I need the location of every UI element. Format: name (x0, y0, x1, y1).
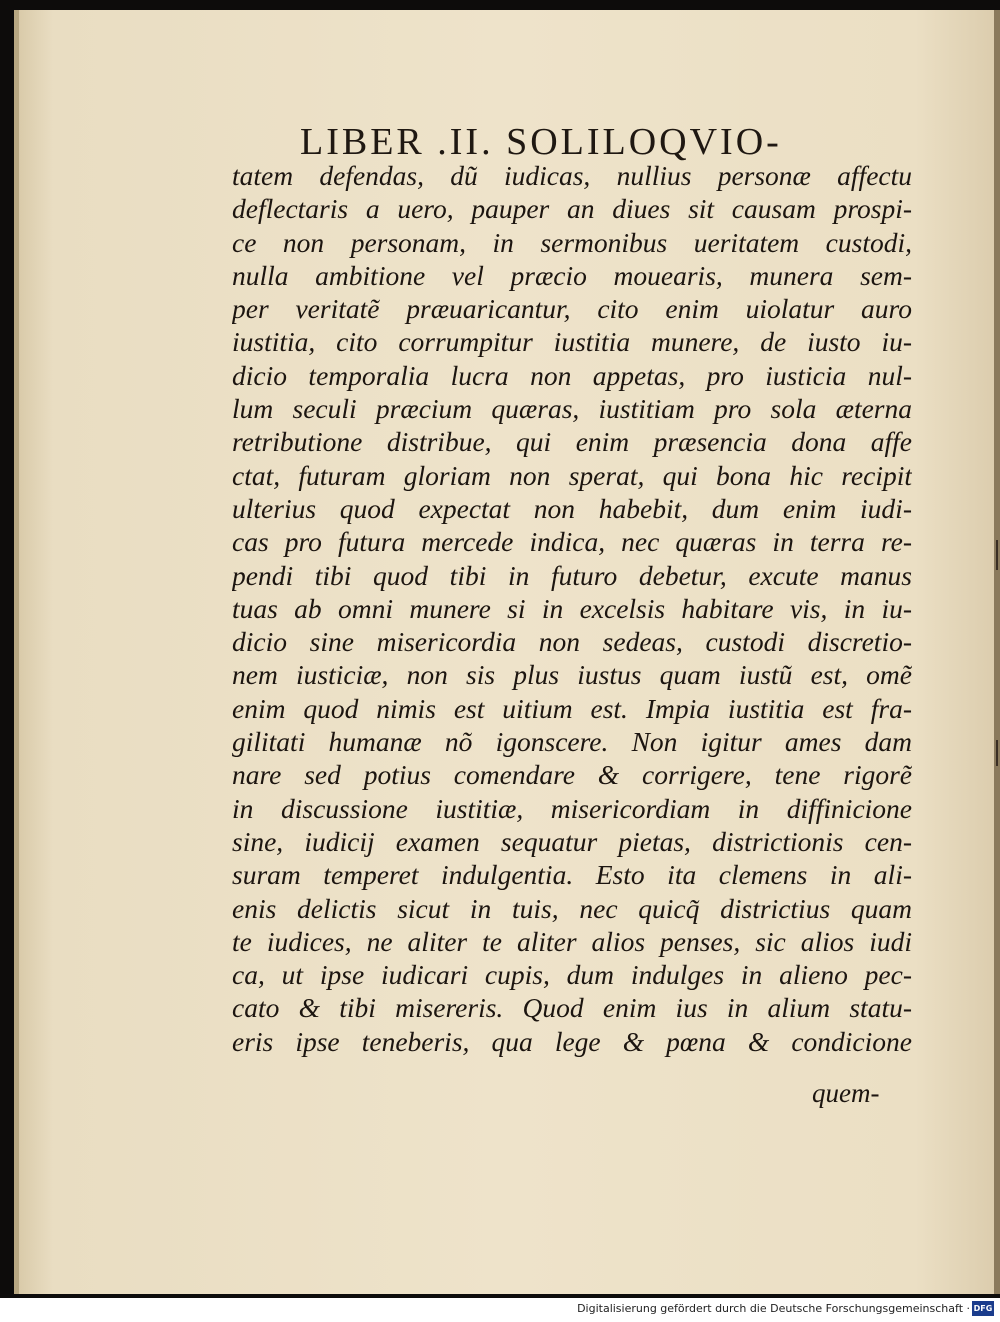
text-line: eris ipse teneberis, qua lege & pœna & condicione (232, 1025, 912, 1057)
page-right-edge (994, 10, 1000, 1294)
text-line: nare sed potius comendare & corrigere, tene rigorẽ (232, 759, 912, 791)
catchword: quem- (812, 1078, 880, 1108)
text-line: gilitati humanæ nõ igonscere. Non igitur ames dam (232, 726, 912, 758)
text-line: dicio temporalia lucra non appetas, pro iusticia nul- (232, 359, 912, 391)
text-line: sine, iudicij examen sequatur pietas, districtionis cen- (232, 825, 912, 857)
text-line: dicio sine misericordia non sedeas, custodi discretio- (232, 626, 912, 658)
text-line: cato & tibi misereris. Quod enim ius in alium statu- (232, 992, 912, 1024)
text-line: nem iusticiæ, non sis plus iustus quam iustũ est, omẽ (232, 659, 912, 691)
text-line: retributione distribue, qui enim præsencia dona affe (232, 426, 912, 458)
text-line: ulterius quod expectat non habebit, dum enim iudi- (232, 492, 912, 524)
page-gutter-edge (14, 10, 19, 1294)
text-line: te iudices, ne aliter te aliter alios penses, sic alios iudi (232, 925, 912, 957)
text-line: enis delictis sicut in tuis, nec quicq̃ districtius quam (232, 892, 912, 924)
dfg-logo: DFG (972, 1301, 994, 1316)
edge-mark (996, 740, 998, 766)
text-line: ca, ut ipse iudicari cupis, dum indulges in alieno pec- (232, 959, 912, 991)
text-line: iustitia, cito corrumpitur iustitia munere, de iusto iu- (232, 326, 912, 358)
text-line: nulla ambitione vel præcio mouearis, munera sem- (232, 259, 912, 291)
text-line: per veritatẽ præuaricantur, cito enim uiolatur auro (232, 293, 912, 325)
funding-credit: Digitalisierung gefördert durch die Deutsche Forschungsgemeinschaft · (577, 1302, 970, 1315)
body-text (232, 159, 912, 1058)
edge-mark (996, 540, 998, 570)
text-line: enim quod nimis est uitium est. Impia iustitia est fra- (232, 692, 912, 724)
text-line: suram temperet indulgentia. Esto ita clemens in ali- (232, 859, 912, 891)
text-line: ce non personam, in sermonibus ueritatem custodi, (232, 226, 912, 258)
text-line: ctat, futuram gloriam non sperat, qui bona hic recipit (232, 459, 912, 491)
text-line: tuas ab omni munere si in excelsis habitare vis, in iu- (232, 592, 912, 624)
footer-bar (0, 1298, 1000, 1322)
text-line: cas pro futura mercede indica, nec quæras in terra re- (232, 526, 912, 558)
text-line: deflectaris a uero, pauper an diues sit causam prospi- (232, 193, 912, 225)
text-line: pendi tibi quod tibi in futuro debetur, excute manus (232, 559, 912, 591)
running-header: LIBER .II. SOLILOQVIO- (300, 121, 782, 163)
text-line: lum seculi præcium quæras, iustitiam pro sola æterna (232, 393, 912, 425)
text-line: tatem defendas, dũ iudicas, nullius personæ affectu (232, 160, 912, 191)
text-line: in discussione iustitiæ, misericordiam in diffinicione (232, 792, 912, 824)
